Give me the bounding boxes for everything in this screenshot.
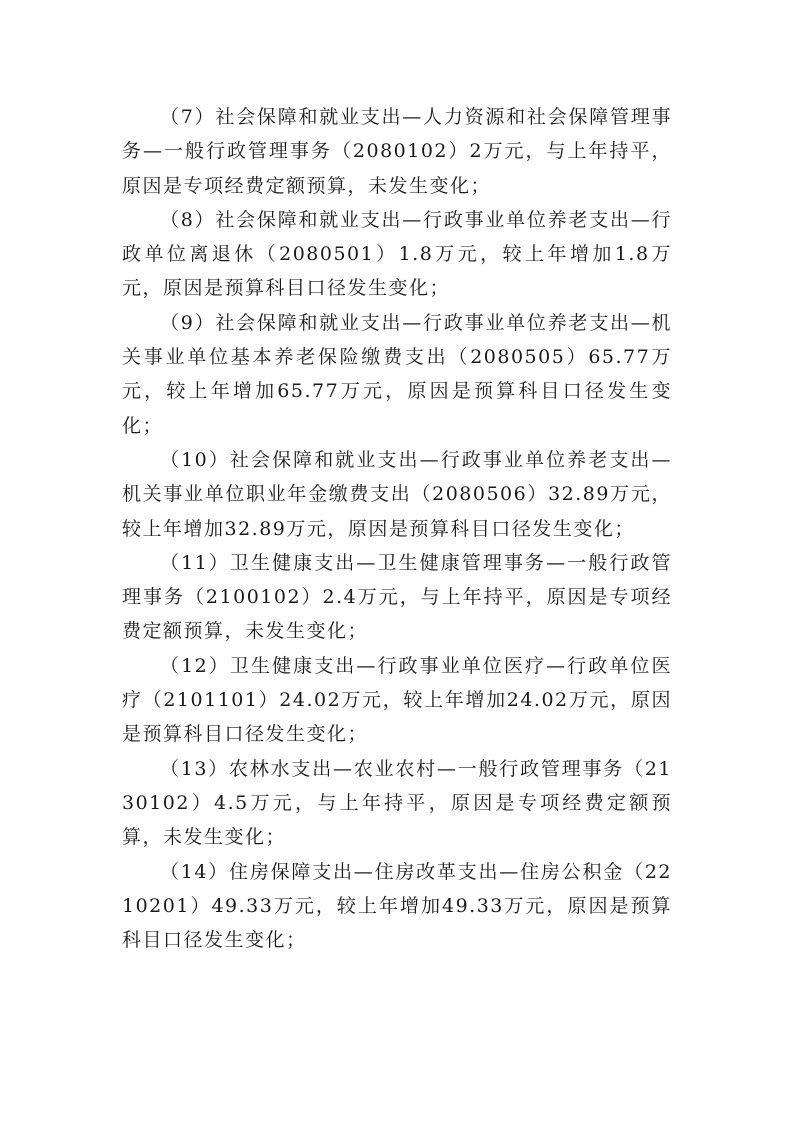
paragraph-item-10: （10）社会保障和就业支出—行政事业单位养老支出—机关事业单位职业年金缴费支出（2080506）32.89万元，较上年增加32.89万元，原因是预算科目口径发生变化； <box>122 448 672 540</box>
document-body <box>122 100 672 957</box>
paragraph-item-9: （9）社会保障和就业支出—行政事业单位养老支出—机关事业单位基本养老保险缴费支出（2080505）65.77万元，较上年增加65.77万元，原因是预算科目口径发生变化； <box>122 311 672 437</box>
paragraph-item-8: （8）社会保障和就业支出—行政事业单位养老支出—行政单位离退休（2080501）1.8万元，较上年增加1.8万元，原因是预算科目口径发生变化； <box>122 208 672 300</box>
paragraph-item-11: （11）卫生健康支出—卫生健康管理事务—一般行政管理事务（2100102）2.4万元，与上年持平，原因是专项经费定额预算，未发生变化； <box>122 551 672 643</box>
paragraph-item-13: （13）农林水支出—农业农村—一般行政管理事务（2130102）4.5万元，与上年持平，原因是专项经费定额预算，未发生变化； <box>122 757 672 849</box>
paragraph-item-14: （14）住房保障支出—住房改革支出—住房公积金（2210201）49.33万元，较上年增加49.33万元，原因是预算科目口径发生变化； <box>122 860 672 952</box>
paragraph-item-7: （7）社会保障和就业支出—人力资源和社会保障管理事务—一般行政管理事务（2080102）2万元，与上年持平，原因是专项经费定额预算，未发生变化； <box>122 106 672 197</box>
paragraph-item-12: （12）卫生健康支出—行政事业单位医疗—行政单位医疗（2101101）24.02万元，较上年增加24.02万元，原因是预算科目口径发生变化； <box>122 654 672 746</box>
